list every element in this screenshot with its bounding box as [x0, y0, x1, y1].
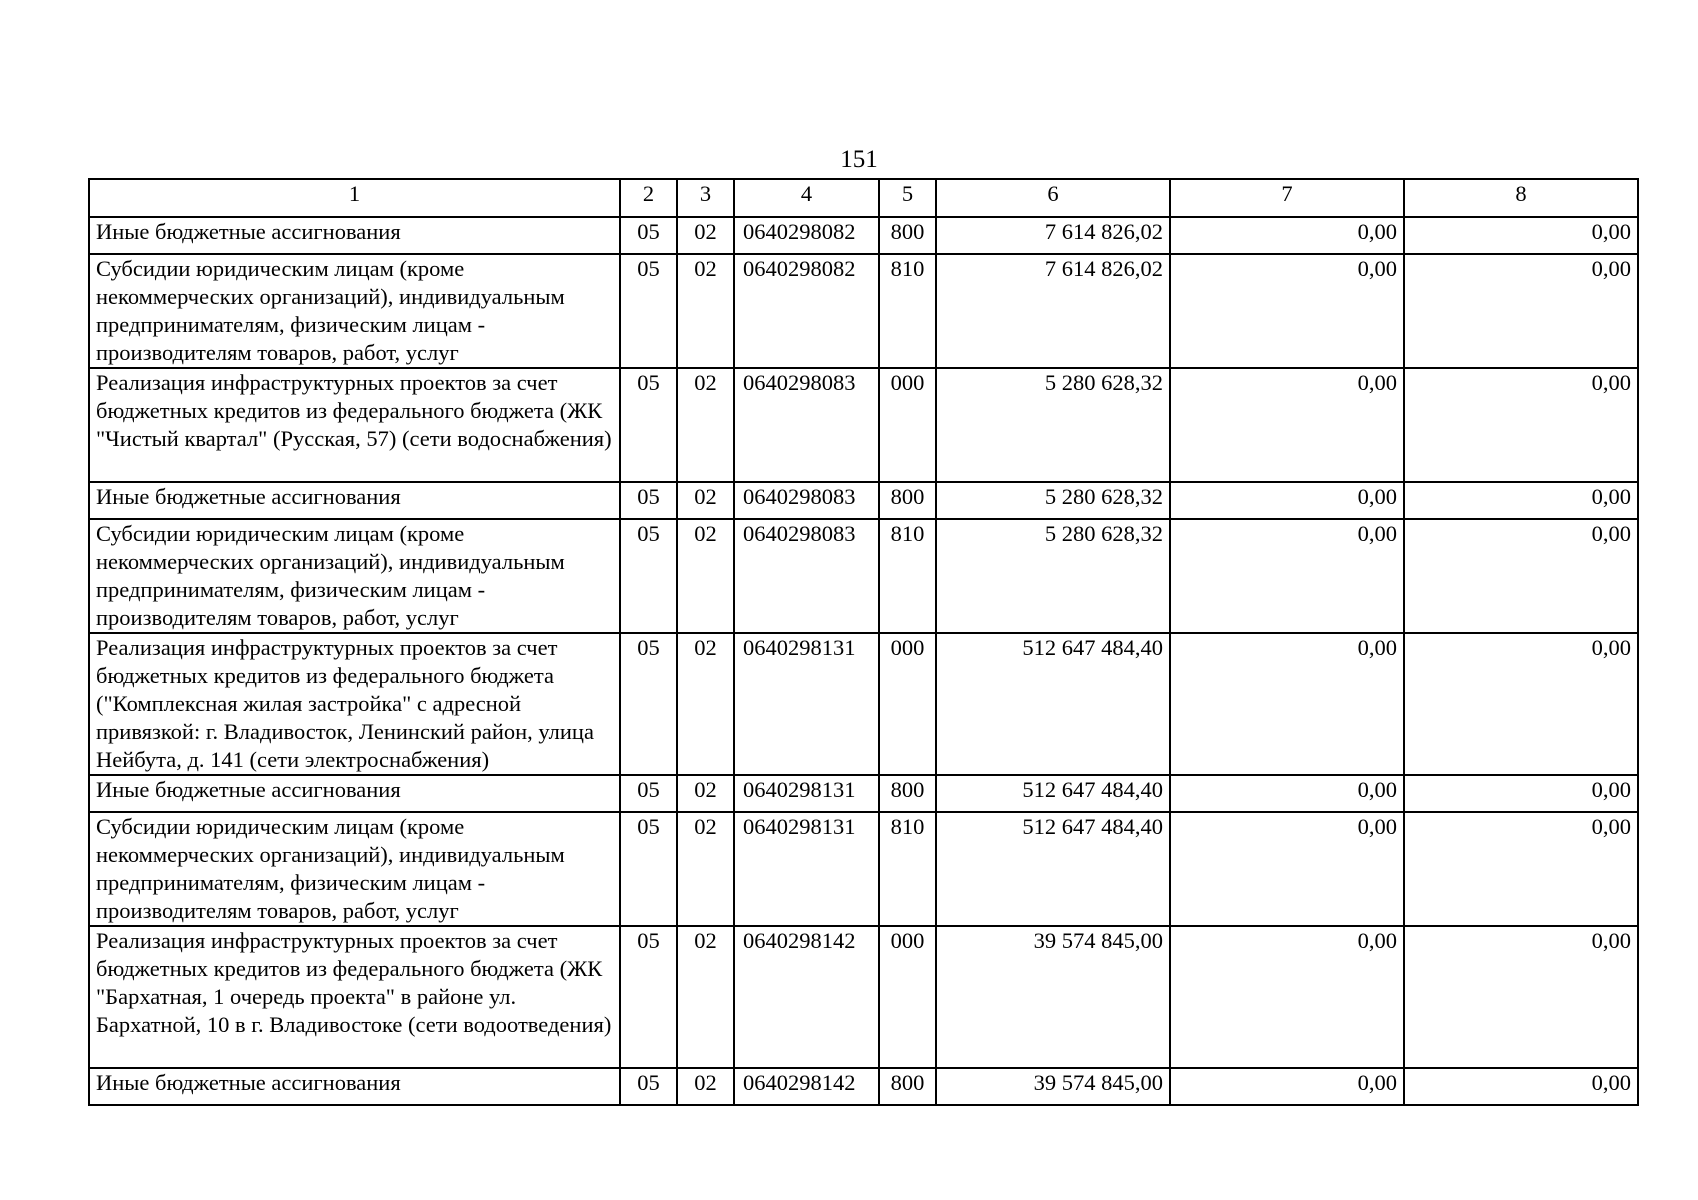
row-section: 05 [620, 1068, 677, 1105]
row-target-article: 0640298131 [734, 775, 879, 812]
header-cell: 3 [677, 179, 734, 217]
row-subsection: 02 [677, 926, 734, 1068]
row-expense-type: 810 [879, 812, 936, 926]
table-row [89, 775, 1638, 812]
row-subsection: 02 [677, 519, 734, 633]
row-expense-type: 800 [879, 1068, 936, 1105]
row-subsection: 02 [677, 812, 734, 926]
row-section: 05 [620, 368, 677, 482]
row-name: Иные бюджетные ассигнования [89, 217, 620, 254]
row-expense-type: 800 [879, 217, 936, 254]
row-section: 05 [620, 482, 677, 519]
row-amount-col8: 0,00 [1404, 368, 1638, 482]
row-amount-col8: 0,00 [1404, 1068, 1638, 1105]
row-section: 05 [620, 519, 677, 633]
table-row [89, 812, 1638, 926]
table-row [89, 926, 1638, 1068]
row-amount-col7: 0,00 [1170, 633, 1404, 775]
table-row [89, 368, 1638, 482]
row-subsection: 02 [677, 368, 734, 482]
row-amount-col7: 0,00 [1170, 519, 1404, 633]
row-amount-col6: 5 280 628,32 [936, 368, 1170, 482]
page-number: 151 [840, 146, 878, 173]
header-cell: 7 [1170, 179, 1404, 217]
row-target-article: 0640298082 [734, 254, 879, 368]
row-amount-col6: 512 647 484,40 [936, 775, 1170, 812]
row-section: 05 [620, 775, 677, 812]
header-row [89, 179, 1638, 217]
row-expense-type: 800 [879, 775, 936, 812]
row-amount-col8: 0,00 [1404, 482, 1638, 519]
row-name: Иные бюджетные ассигнования [89, 775, 620, 812]
row-expense-type: 000 [879, 633, 936, 775]
row-expense-type: 810 [879, 254, 936, 368]
table-row [89, 519, 1638, 633]
row-amount-col6: 512 647 484,40 [936, 812, 1170, 926]
row-expense-type: 000 [879, 368, 936, 482]
row-amount-col6: 7 614 826,02 [936, 254, 1170, 368]
row-amount-col7: 0,00 [1170, 368, 1404, 482]
row-amount-col8: 0,00 [1404, 217, 1638, 254]
table-row [89, 1068, 1638, 1105]
row-target-article: 0640298142 [734, 1068, 879, 1105]
header-cell: 8 [1404, 179, 1638, 217]
row-amount-col7: 0,00 [1170, 217, 1404, 254]
table-row [89, 254, 1638, 368]
row-target-article: 0640298083 [734, 519, 879, 633]
table-body [89, 217, 1638, 1105]
table-row [89, 482, 1638, 519]
row-amount-col7: 0,00 [1170, 775, 1404, 812]
table-row [89, 217, 1638, 254]
table-row [89, 633, 1638, 775]
row-name: Субсидии юридическим лицам (кроме некоммерческих организаций), индивидуальным предпринимателям, физическим лицам - производителям товаров, работ, услуг [89, 519, 620, 633]
row-amount-col7: 0,00 [1170, 482, 1404, 519]
row-amount-col6: 39 574 845,00 [936, 1068, 1170, 1105]
row-amount-col8: 0,00 [1404, 633, 1638, 775]
row-target-article: 0640298083 [734, 368, 879, 482]
row-name: Иные бюджетные ассигнования [89, 482, 620, 519]
row-amount-col6: 5 280 628,32 [936, 482, 1170, 519]
row-section: 05 [620, 217, 677, 254]
row-amount-col6: 7 614 826,02 [936, 217, 1170, 254]
row-name: Субсидии юридическим лицам (кроме некоммерческих организаций), индивидуальным предпринимателям, физическим лицам - производителям товаров, работ, услуг [89, 812, 620, 926]
row-name: Иные бюджетные ассигнования [89, 1068, 620, 1105]
row-amount-col6: 39 574 845,00 [936, 926, 1170, 1068]
header-cell: 6 [936, 179, 1170, 217]
row-target-article: 0640298131 [734, 633, 879, 775]
row-amount-col8: 0,00 [1404, 254, 1638, 368]
header-cell: 2 [620, 179, 677, 217]
row-section: 05 [620, 926, 677, 1068]
row-subsection: 02 [677, 1068, 734, 1105]
row-subsection: 02 [677, 254, 734, 368]
row-amount-col8: 0,00 [1404, 812, 1638, 926]
row-amount-col6: 5 280 628,32 [936, 519, 1170, 633]
row-expense-type: 800 [879, 482, 936, 519]
row-amount-col8: 0,00 [1404, 775, 1638, 812]
row-subsection: 02 [677, 217, 734, 254]
row-target-article: 0640298142 [734, 926, 879, 1068]
row-name: Реализация инфраструктурных проектов за счет бюджетных кредитов из федерального бюджета (ЖК "Чистый квартал" (Русская, 57) (сети водоснабжения) [89, 368, 620, 482]
row-target-article: 0640298082 [734, 217, 879, 254]
row-name: Реализация инфраструктурных проектов за счет бюджетных кредитов из федерального бюджета (ЖК "Бархатная, 1 очередь проекта" в районе ул. Бархатной, 10 в г. Владивостоке (сети водоотведения) [89, 926, 620, 1068]
row-expense-type: 810 [879, 519, 936, 633]
row-amount-col7: 0,00 [1170, 254, 1404, 368]
row-expense-type: 000 [879, 926, 936, 1068]
row-amount-col7: 0,00 [1170, 1068, 1404, 1105]
row-section: 05 [620, 633, 677, 775]
row-amount-col7: 0,00 [1170, 926, 1404, 1068]
row-amount-col8: 0,00 [1404, 519, 1638, 633]
row-amount-col8: 0,00 [1404, 926, 1638, 1068]
header-cell: 4 [734, 179, 879, 217]
row-target-article: 0640298083 [734, 482, 879, 519]
row-amount-col7: 0,00 [1170, 812, 1404, 926]
row-target-article: 0640298131 [734, 812, 879, 926]
row-subsection: 02 [677, 633, 734, 775]
row-subsection: 02 [677, 482, 734, 519]
row-name: Субсидии юридическим лицам (кроме некоммерческих организаций), индивидуальным предпринимателям, физическим лицам - производителям товаров, работ, услуг [89, 254, 620, 368]
row-subsection: 02 [677, 775, 734, 812]
row-section: 05 [620, 254, 677, 368]
row-name: Реализация инфраструктурных проектов за счет бюджетных кредитов из федерального бюджета ("Комплексная жилая застройка" с адресной привязкой: г. Владивосток, Ленинский район, улица Нейбута, д. 141 (сети электроснабжения) [89, 633, 620, 775]
budget-table [88, 178, 1639, 1106]
row-amount-col6: 512 647 484,40 [936, 633, 1170, 775]
header-cell: 5 [879, 179, 936, 217]
row-section: 05 [620, 812, 677, 926]
header-cell: 1 [89, 179, 620, 217]
